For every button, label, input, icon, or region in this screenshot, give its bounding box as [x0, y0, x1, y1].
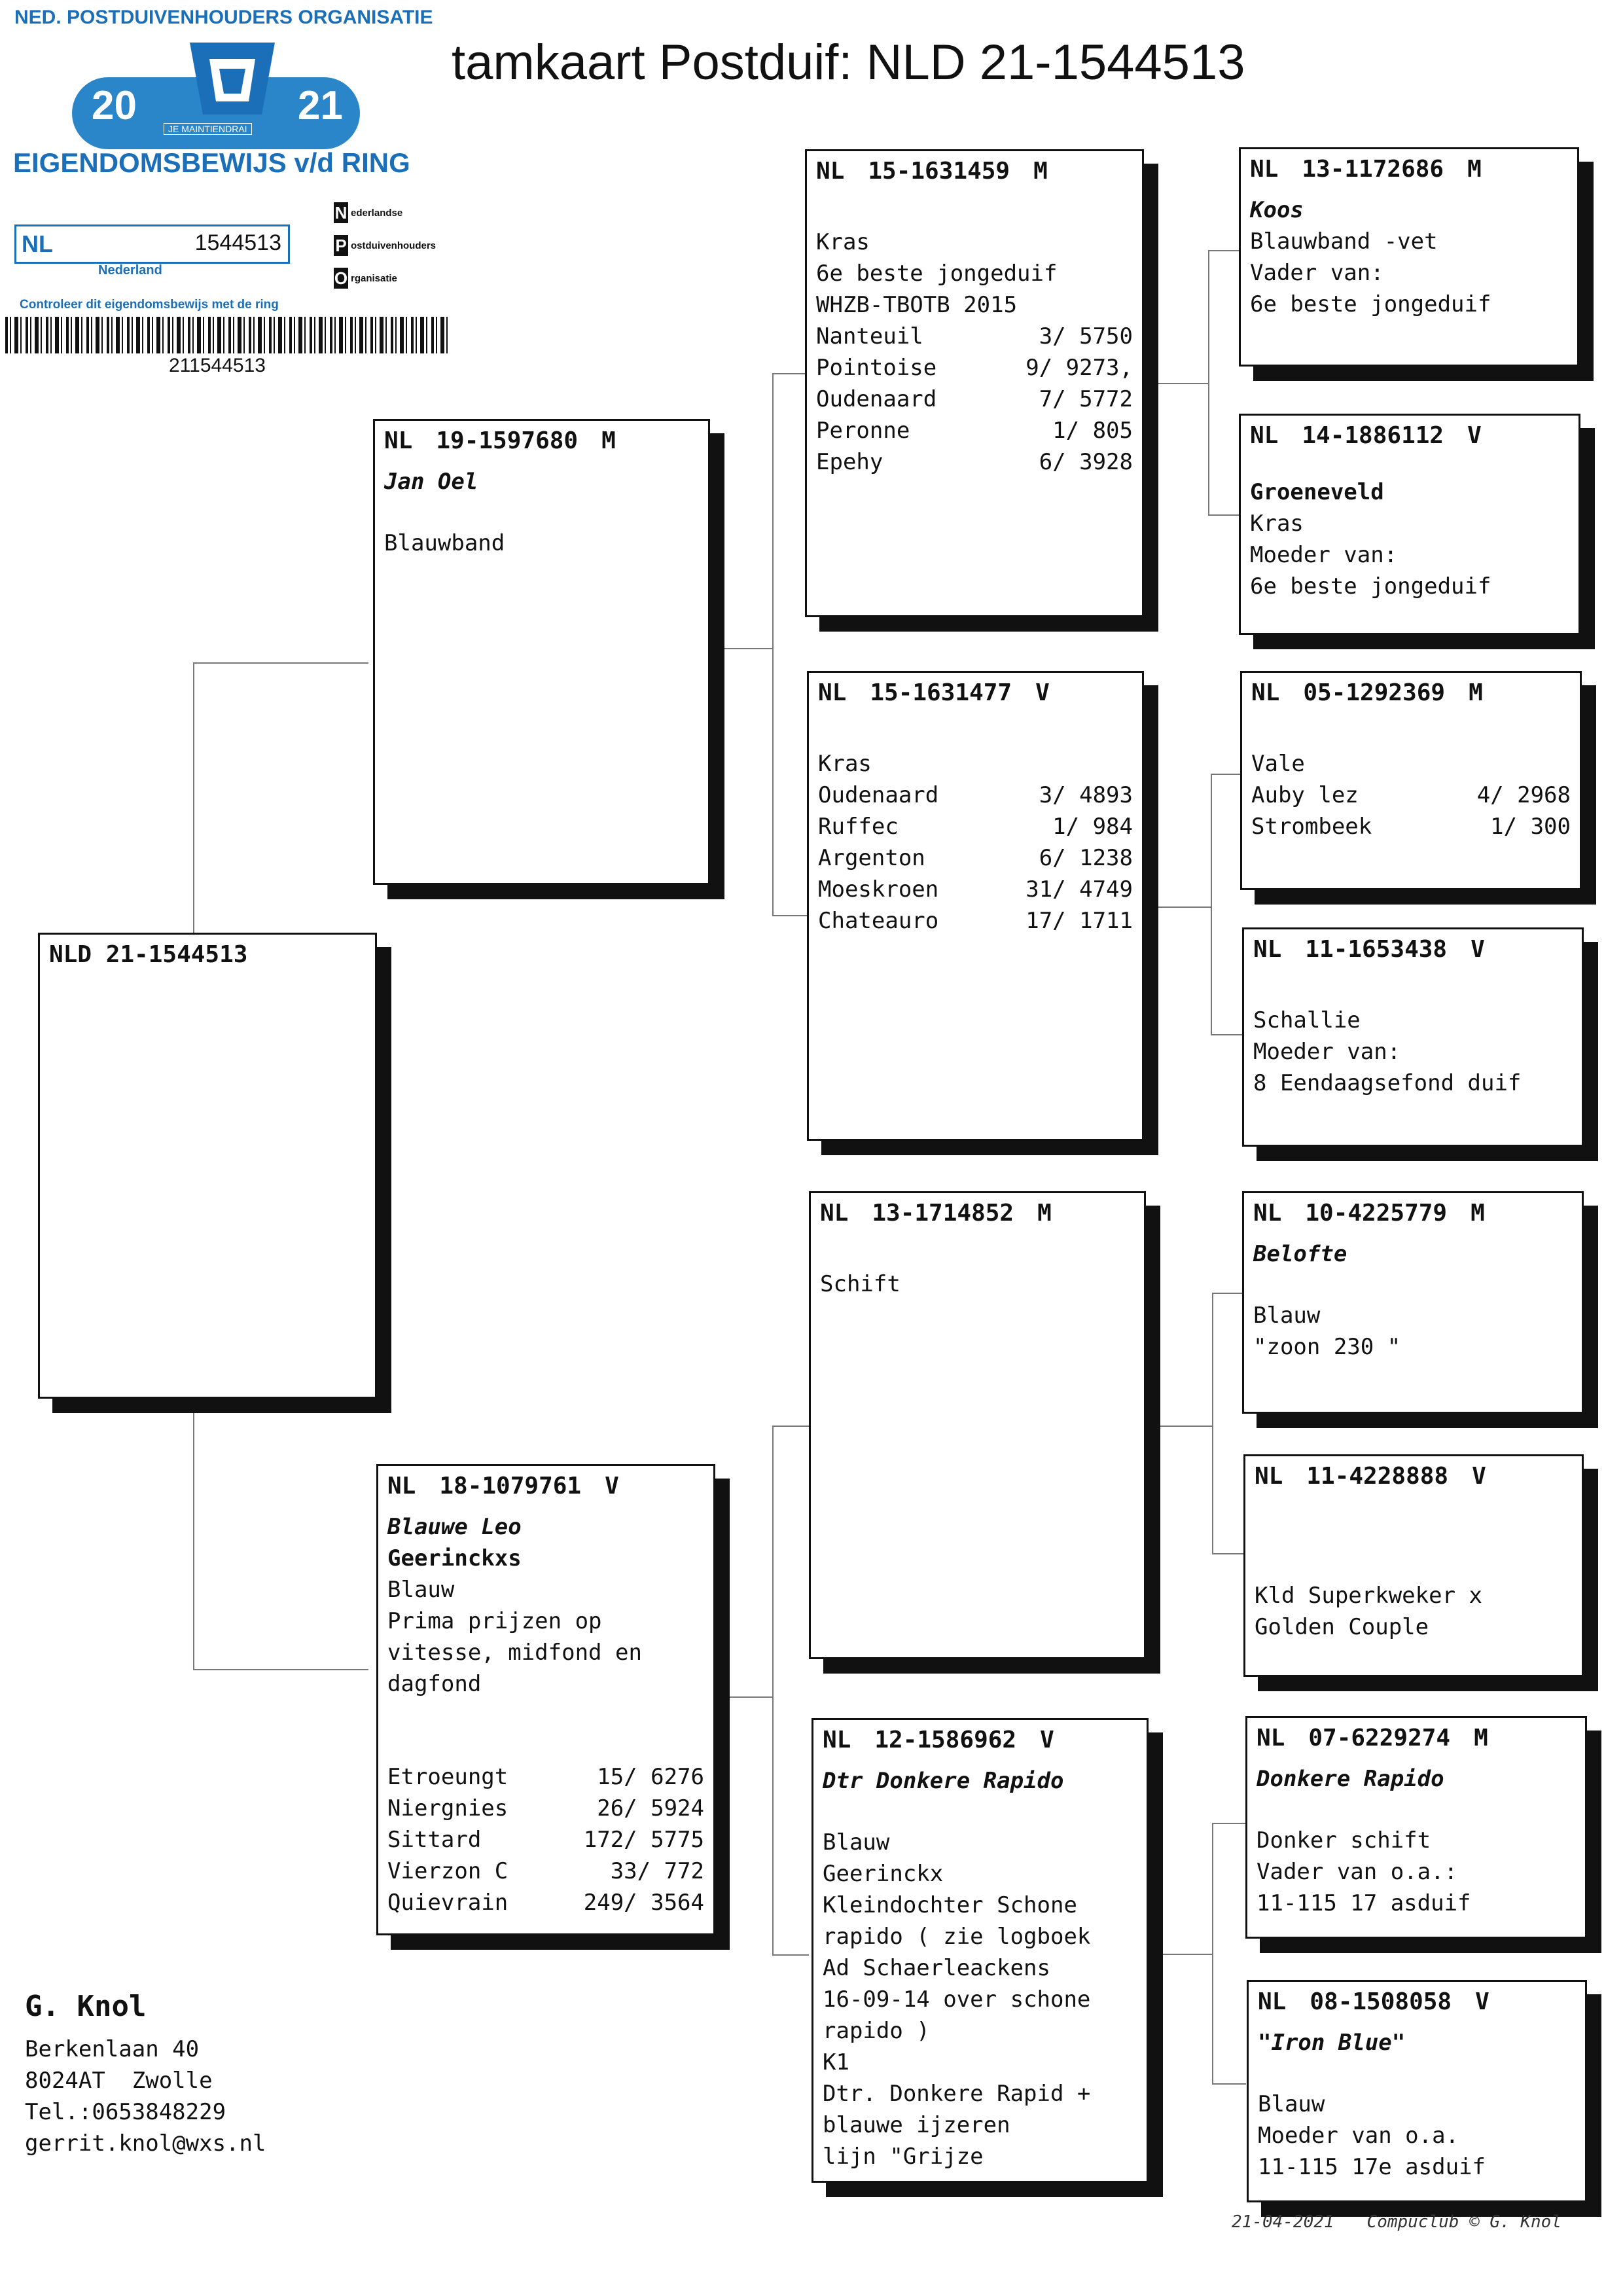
- pigeon-info-line: blauwe ijzeren: [823, 2112, 1010, 2138]
- result-value: 17/ 1711: [1026, 908, 1133, 934]
- result-row: [816, 384, 1133, 415]
- ring-number: 18-1079761: [439, 1473, 582, 1499]
- pigeon-info-line: "zoon 230 ": [1253, 1334, 1401, 1360]
- card-ring-number: 1544513: [194, 230, 281, 255]
- card-control-text: Controleer dit eigendomsbewijs met de ring: [20, 298, 279, 312]
- connector: [1211, 774, 1243, 1035]
- pigeon-info-line: Blauwband -vet: [1250, 228, 1438, 255]
- country-code: NL: [1250, 156, 1279, 183]
- country-code: NL: [1253, 1200, 1282, 1227]
- pigeon-info-line: Blauw: [1258, 2091, 1325, 2117]
- connector: [1157, 383, 1208, 384]
- result-place: Chateauro: [818, 908, 939, 934]
- pigeon-info-line: 6e beste jongeduif: [1250, 573, 1491, 600]
- owner-block: [25, 1990, 266, 2159]
- subject-ring: NLD 21-1544513: [49, 941, 248, 968]
- owner-address: Berkenlaan 40: [25, 2036, 200, 2062]
- result-place: Epehy: [816, 449, 883, 475]
- npo-line: ostduivenhouders: [351, 240, 437, 251]
- result-row: [818, 780, 1133, 811]
- connector: [1158, 1426, 1212, 1427]
- result-row: [387, 1824, 704, 1856]
- pigeon-name: "Iron Blue": [1258, 2030, 1406, 2056]
- country-code: NL: [1253, 936, 1282, 963]
- ring-number: 14-1886112: [1302, 422, 1444, 449]
- sex: V: [1471, 936, 1485, 963]
- result-row: [816, 446, 1133, 478]
- npo-line: ederlandse: [351, 207, 403, 219]
- result-row: [818, 811, 1133, 842]
- pigeon-ffm: [1239, 414, 1580, 635]
- result-place: Argenton: [818, 845, 925, 871]
- result-value: 33/ 772: [610, 1858, 704, 1884]
- pigeon-info-line: Moeder van:: [1253, 1039, 1401, 1065]
- country-code: NL: [384, 427, 413, 454]
- result-row: [387, 1887, 704, 1918]
- owner-email: gerrit.knol@wxs.nl: [25, 2130, 266, 2157]
- ring-number: 11-1653438: [1305, 936, 1448, 963]
- sex: M: [1471, 1200, 1485, 1227]
- pigeon-info-line: Vader van:: [1250, 260, 1384, 286]
- sex: V: [1472, 1463, 1486, 1490]
- sex: M: [1033, 158, 1048, 185]
- connector: [1158, 1954, 1212, 1955]
- result-row: [818, 842, 1133, 874]
- result-place: Vierzon C: [387, 1858, 508, 1884]
- pigeon-mmf: [1245, 1716, 1587, 1939]
- npo-initial: P: [334, 235, 348, 256]
- result-place: Oudenaard: [816, 386, 937, 412]
- connector: [1157, 906, 1211, 908]
- footer-date: 21-04-2021: [1232, 2212, 1334, 2232]
- result-value: 9/ 9273,: [1026, 355, 1133, 381]
- pigeon-mff: [1242, 1191, 1584, 1414]
- pigeon-info-line: dagfond: [387, 1671, 482, 1697]
- npo-logo: [334, 196, 436, 295]
- result-place: Strombeek: [1251, 814, 1372, 840]
- result-value: 15/ 6276: [597, 1764, 704, 1790]
- pigeon-name: Donkere Rapido: [1257, 1766, 1444, 1792]
- sex: M: [1474, 1725, 1488, 1751]
- barcode-number: 211544513: [169, 355, 266, 376]
- pigeon-strain: Geerinckxs: [387, 1545, 522, 1571]
- pigeon-name: Jan Oel: [384, 469, 478, 495]
- result-value: 249/ 3564: [583, 1890, 704, 1916]
- ring-number: 15-1631459: [868, 158, 1010, 185]
- connector: [713, 648, 772, 649]
- pigeon-info-line: Vale: [1251, 751, 1305, 777]
- sex: V: [1040, 1727, 1054, 1753]
- ring-number: 10-4225779: [1305, 1200, 1448, 1227]
- connector: [1212, 1293, 1245, 1554]
- owner-name: G. Knol: [25, 1990, 147, 2023]
- pigeon-info-line: Moeder van o.a.: [1258, 2123, 1459, 2149]
- connector: [720, 1696, 772, 1698]
- result-value: 4/ 2968: [1476, 782, 1571, 808]
- pigeon-info-line: vitesse, midfond en: [387, 1640, 642, 1666]
- pigeon-strain: Groeneveld: [1250, 479, 1384, 505]
- result-place: Moeskroen: [818, 876, 939, 903]
- result-place: Quievrain: [387, 1890, 508, 1916]
- ring-number: 13-1172686: [1302, 156, 1444, 183]
- pigeon-father-father: [805, 149, 1144, 617]
- pigeon-fff: [1239, 147, 1579, 367]
- pigeon-father-mother: [807, 671, 1144, 1141]
- country-code: NL: [1258, 1988, 1287, 2015]
- pigeon-fmm: [1242, 927, 1584, 1147]
- pigeon-name: Koos: [1250, 197, 1304, 223]
- result-value: 3/ 5750: [1039, 323, 1133, 350]
- result-row: [816, 415, 1133, 446]
- card-motto: JE MAINTIENDRAI: [164, 123, 252, 135]
- result-value: 172/ 5775: [583, 1827, 704, 1853]
- owner-phone: Tel.:0653848229: [25, 2099, 226, 2125]
- result-place: Etroeungt: [387, 1764, 508, 1790]
- crest-icon: [183, 36, 281, 121]
- result-value: 1/ 805: [1052, 418, 1133, 444]
- country-code: NL: [1257, 1725, 1285, 1751]
- ring-number: 08-1508058: [1310, 1988, 1452, 2015]
- country-code: NL: [387, 1473, 416, 1499]
- result-value: 1/ 300: [1490, 814, 1571, 840]
- pigeon-info-line: rapido ): [823, 2018, 930, 2044]
- pigeon-info-line: Schallie: [1253, 1007, 1361, 1033]
- sex: M: [1037, 1200, 1052, 1227]
- sex: M: [601, 427, 616, 454]
- sex: V: [1035, 679, 1050, 706]
- footer: [1232, 2212, 1561, 2232]
- result-value: 26/ 5924: [597, 1795, 704, 1821]
- card-heading: EIGENDOMSBEWIJS v/d RING: [13, 147, 410, 178]
- country-code: NL: [816, 158, 845, 185]
- pigeon-info-line: Kld Superkweker x: [1255, 1583, 1482, 1609]
- pigeon-info-line: Geerinckx: [823, 1861, 944, 1887]
- pigeon-info-line: Kras: [818, 751, 872, 777]
- country-code: NL: [1250, 422, 1279, 449]
- pigeon-info-line: 16-09-14 over schone: [823, 1986, 1091, 2013]
- pigeon-father: [373, 419, 710, 885]
- pigeon-fmf: [1240, 671, 1582, 890]
- result-row: [816, 352, 1133, 384]
- pigeon-info-line: Schift: [820, 1271, 901, 1297]
- result-row: [816, 321, 1133, 352]
- ring-number: 15-1631477: [870, 679, 1012, 706]
- ring-id-box: [14, 224, 290, 264]
- result-place: Oudenaard: [818, 782, 939, 808]
- pigeon-name: Belofte: [1253, 1241, 1347, 1267]
- pigeon-mother: [376, 1464, 715, 1935]
- ring-number: 19-1597680: [436, 427, 579, 454]
- pigeon-info-line: K1: [823, 2049, 849, 2075]
- pigeon-info-line: lijn "Grijze: [823, 2144, 984, 2170]
- result-place: Niergnies: [387, 1795, 508, 1821]
- year-right: 21: [298, 83, 343, 128]
- pigeon-info-line: Blauw: [1253, 1302, 1321, 1329]
- npo-initial: N: [334, 203, 348, 223]
- connector: [1212, 1823, 1246, 2085]
- npo-line: rganisatie: [351, 272, 397, 284]
- sex: M: [1467, 156, 1482, 183]
- result-row: [387, 1761, 704, 1793]
- pigeon-mmm: [1247, 1980, 1587, 2202]
- ring-number: 07-6229274: [1308, 1725, 1451, 1751]
- pigeon-info-line: rapido ( zie logboek: [823, 1924, 1091, 1950]
- pigeon-info-line: Blauwband: [384, 530, 505, 556]
- pigeon-name: Dtr Donkere Rapido: [823, 1768, 1064, 1794]
- connector: [1208, 250, 1242, 516]
- pigeon-info-line: Donker schift: [1257, 1827, 1431, 1854]
- sex: V: [605, 1473, 619, 1499]
- country-code: NL: [1251, 679, 1280, 706]
- result-row: [387, 1856, 704, 1887]
- page-title: tamkaart Postduif: NLD 21-1544513: [452, 35, 1245, 90]
- result-row: [818, 905, 1133, 937]
- npo-initial: O: [334, 268, 348, 288]
- result-row: [818, 874, 1133, 905]
- owner-city: 8024AT Zwolle: [25, 2068, 213, 2094]
- result-place: Nanteuil: [816, 323, 923, 350]
- ring-number: 13-1714852: [872, 1200, 1014, 1227]
- pigeon-info-line: Kleindochter Schone: [823, 1892, 1077, 1918]
- result-place: Ruffec: [818, 814, 899, 840]
- ring-number: 11-4228888: [1306, 1463, 1449, 1490]
- connector: [772, 1426, 809, 1956]
- pigeon-subject: [38, 933, 377, 1399]
- result-value: 31/ 4749: [1026, 876, 1133, 903]
- result-value: 7/ 5772: [1039, 386, 1133, 412]
- pigeon-info-line: 6e beste jongeduif: [1250, 291, 1491, 317]
- pigeon-info-line: WHZB-TBOTB 2015: [816, 292, 1018, 318]
- card-organisation: NED. POSTDUIVENHOUDERS ORGANISATIE: [14, 7, 433, 28]
- pigeon-mother-mother: [812, 1718, 1149, 2183]
- pigeon-info-line: 6e beste jongeduif: [816, 260, 1058, 287]
- ownership-card: [0, 0, 452, 376]
- pigeon-info-line: Ad Schaerleackens: [823, 1955, 1050, 1981]
- pigeon-info-line: Prima prijzen op: [387, 1608, 602, 1634]
- result-value: 1/ 984: [1052, 814, 1133, 840]
- card-country: Nederland: [98, 263, 162, 278]
- pigeon-info-line: 11-115 17e asduif: [1258, 2154, 1486, 2180]
- ring-number: 05-1292369: [1303, 679, 1446, 706]
- pigeon-info-line: Golden Couple: [1255, 1614, 1429, 1640]
- pigeon-name: Blauwe Leo: [387, 1514, 522, 1540]
- footer-credit: Compuclub © G. Knol: [1366, 2212, 1561, 2232]
- pigeon-info-line: Kras: [816, 229, 870, 255]
- result-place: Sittard: [387, 1827, 482, 1853]
- year-left: 20: [92, 83, 137, 128]
- result-row: [1251, 811, 1571, 842]
- pigeon-info-line: Moeder van:: [1250, 542, 1398, 568]
- result-place: Peronne: [816, 418, 910, 444]
- country-code: NL: [818, 679, 847, 706]
- barcode: [5, 317, 448, 353]
- result-row: [387, 1793, 704, 1824]
- result-row: [1251, 780, 1571, 811]
- connector: [772, 373, 809, 916]
- pigeon-info-line: Blauw: [387, 1577, 455, 1603]
- sex: V: [1475, 1988, 1489, 2015]
- pigeon-info-line: Kras: [1250, 511, 1304, 537]
- result-value: 6/ 3928: [1039, 449, 1133, 475]
- card-country-code: NL: [22, 230, 53, 257]
- result-value: 6/ 1238: [1039, 845, 1133, 871]
- pigeon-mfm: [1243, 1454, 1584, 1677]
- pigeon-info-line: Dtr. Donkere Rapid +: [823, 2081, 1091, 2107]
- ring-number: 12-1586962: [874, 1727, 1017, 1753]
- result-value: 3/ 4893: [1039, 782, 1133, 808]
- country-code: NL: [1255, 1463, 1283, 1490]
- result-place: Pointoise: [816, 355, 937, 381]
- country-code: NL: [820, 1200, 849, 1227]
- pigeon-info-line: Vader van o.a.:: [1257, 1859, 1458, 1885]
- result-place: Auby lez: [1251, 782, 1359, 808]
- sex: V: [1467, 422, 1482, 449]
- country-code: NL: [823, 1727, 851, 1753]
- pigeon-info-line: 11-115 17 asduif: [1257, 1890, 1471, 1916]
- pigeon-info-line: Blauw: [823, 1829, 890, 1856]
- sex: M: [1469, 679, 1483, 706]
- pigeon-mother-father: [809, 1191, 1146, 1659]
- pigeon-info-line: 8 Eendaagsefond duif: [1253, 1070, 1522, 1096]
